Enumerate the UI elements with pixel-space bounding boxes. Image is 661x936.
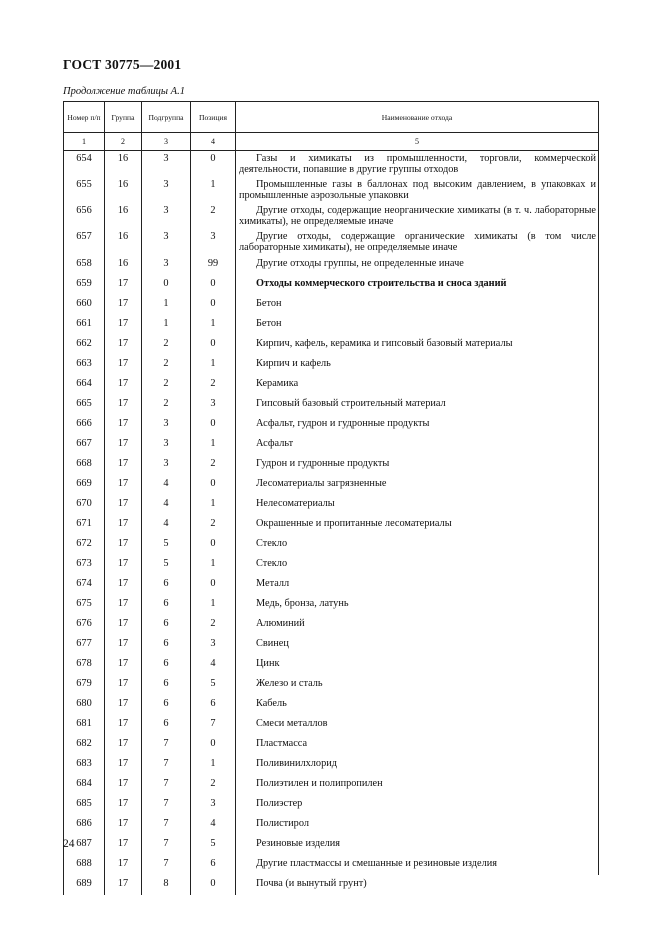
cell-subgroup: 7 bbox=[142, 795, 191, 815]
cell-number: 678 bbox=[64, 655, 105, 675]
table-row bbox=[64, 755, 599, 775]
cell-number: 683 bbox=[64, 755, 105, 775]
table-row bbox=[64, 715, 599, 735]
table-header-row bbox=[64, 102, 599, 133]
cell-position: 0 bbox=[191, 875, 236, 895]
table-row bbox=[64, 795, 599, 815]
cell-subgroup: 6 bbox=[142, 655, 191, 675]
cell-position: 1 bbox=[191, 435, 236, 455]
table-row bbox=[64, 335, 599, 355]
cell-group: 16 bbox=[105, 177, 142, 203]
cell-subgroup: 6 bbox=[142, 695, 191, 715]
cell-position: 0 bbox=[191, 335, 236, 355]
cell-number: 685 bbox=[64, 795, 105, 815]
cell-subgroup: 1 bbox=[142, 295, 191, 315]
column-header-group: Группа bbox=[105, 102, 142, 133]
cell-number: 659 bbox=[64, 275, 105, 295]
cell-group: 17 bbox=[105, 495, 142, 515]
column-number: 4 bbox=[191, 133, 236, 151]
cell-waste-name: Бетон bbox=[236, 315, 599, 335]
cell-waste-name: Резиновые изделия bbox=[236, 835, 599, 855]
cell-group: 16 bbox=[105, 151, 142, 178]
cell-group: 17 bbox=[105, 715, 142, 735]
cell-group: 17 bbox=[105, 295, 142, 315]
cell-number: 684 bbox=[64, 775, 105, 795]
cell-subgroup: 7 bbox=[142, 755, 191, 775]
cell-number: 673 bbox=[64, 555, 105, 575]
cell-subgroup: 3 bbox=[142, 151, 191, 178]
cell-waste-name: Полиэтилен и полипропилен bbox=[236, 775, 599, 795]
cell-subgroup: 7 bbox=[142, 735, 191, 755]
cell-position: 1 bbox=[191, 355, 236, 375]
table-row bbox=[64, 375, 599, 395]
cell-subgroup: 6 bbox=[142, 675, 191, 695]
cell-waste-name: Полистирол bbox=[236, 815, 599, 835]
cell-group: 16 bbox=[105, 255, 142, 275]
table-row bbox=[64, 575, 599, 595]
table-row bbox=[64, 395, 599, 415]
cell-group: 17 bbox=[105, 815, 142, 835]
cell-group: 17 bbox=[105, 395, 142, 415]
cell-position: 5 bbox=[191, 675, 236, 695]
cell-subgroup: 3 bbox=[142, 229, 191, 255]
cell-position: 0 bbox=[191, 415, 236, 435]
cell-waste-name: Кабель bbox=[236, 695, 599, 715]
column-header-subgroup: Подгруппа bbox=[142, 102, 191, 133]
cell-subgroup: 0 bbox=[142, 275, 191, 295]
page-number: 24 bbox=[63, 838, 75, 850]
cell-subgroup: 7 bbox=[142, 835, 191, 855]
cell-waste-name: Свинец bbox=[236, 635, 599, 655]
cell-waste-name: Отходы коммерческого строительства и сноса зданий bbox=[236, 275, 599, 295]
column-number: 5 bbox=[236, 133, 599, 151]
cell-number: 654 bbox=[64, 151, 105, 178]
cell-group: 17 bbox=[105, 475, 142, 495]
cell-subgroup: 2 bbox=[142, 375, 191, 395]
cell-number: 675 bbox=[64, 595, 105, 615]
table-row bbox=[64, 775, 599, 795]
cell-group: 17 bbox=[105, 795, 142, 815]
table-row bbox=[64, 495, 599, 515]
cell-position: 6 bbox=[191, 695, 236, 715]
cell-number: 661 bbox=[64, 315, 105, 335]
cell-waste-name: Окрашенные и пропитанные лесоматериалы bbox=[236, 515, 599, 535]
table-row bbox=[64, 177, 599, 203]
cell-waste-name: Медь, бронза, латунь bbox=[236, 595, 599, 615]
cell-number: 669 bbox=[64, 475, 105, 495]
cell-number: 668 bbox=[64, 455, 105, 475]
cell-waste-name: Асфальт bbox=[236, 435, 599, 455]
table-row bbox=[64, 255, 599, 275]
cell-subgroup: 6 bbox=[142, 635, 191, 655]
cell-subgroup: 4 bbox=[142, 515, 191, 535]
cell-waste-name: Цинк bbox=[236, 655, 599, 675]
document-title: ГОСТ 30775—2001 bbox=[63, 57, 182, 72]
cell-subgroup: 3 bbox=[142, 255, 191, 275]
cell-group: 17 bbox=[105, 435, 142, 455]
cell-group: 17 bbox=[105, 695, 142, 715]
cell-position: 1 bbox=[191, 495, 236, 515]
cell-number: 671 bbox=[64, 515, 105, 535]
cell-group: 17 bbox=[105, 775, 142, 795]
cell-position: 1 bbox=[191, 555, 236, 575]
cell-waste-name: Асфальт, гудрон и гудронные продукты bbox=[236, 415, 599, 435]
cell-subgroup: 2 bbox=[142, 355, 191, 375]
cell-subgroup: 4 bbox=[142, 475, 191, 495]
cell-position: 0 bbox=[191, 295, 236, 315]
cell-number: 688 bbox=[64, 855, 105, 875]
cell-waste-name: Пластмасса bbox=[236, 735, 599, 755]
cell-waste-name: Полиэстер bbox=[236, 795, 599, 815]
table-row bbox=[64, 595, 599, 615]
waste-classification-table bbox=[63, 101, 599, 895]
cell-position: 1 bbox=[191, 755, 236, 775]
cell-subgroup: 6 bbox=[142, 615, 191, 635]
cell-group: 17 bbox=[105, 615, 142, 635]
cell-subgroup: 4 bbox=[142, 495, 191, 515]
cell-group: 17 bbox=[105, 335, 142, 355]
cell-position: 0 bbox=[191, 735, 236, 755]
column-header-position: Позиция bbox=[191, 102, 236, 133]
cell-waste-name: Кирпич, кафель, керамика и гипсовый базовый материалы bbox=[236, 335, 599, 355]
cell-waste-name: Другие пластмассы и смешанные и резиновые изделия bbox=[236, 855, 599, 875]
cell-waste-name: Алюминий bbox=[236, 615, 599, 635]
cell-number: 664 bbox=[64, 375, 105, 395]
cell-waste-name: Другие отходы, содержащие органические химикаты (в том числе лабораторные химикаты), не определяемые иначе bbox=[236, 229, 599, 255]
cell-position: 2 bbox=[191, 375, 236, 395]
cell-position: 99 bbox=[191, 255, 236, 275]
cell-position: 3 bbox=[191, 229, 236, 255]
cell-position: 2 bbox=[191, 515, 236, 535]
cell-subgroup: 6 bbox=[142, 715, 191, 735]
table-row bbox=[64, 515, 599, 535]
table-row bbox=[64, 735, 599, 755]
cell-number: 663 bbox=[64, 355, 105, 375]
cell-subgroup: 3 bbox=[142, 455, 191, 475]
cell-group: 17 bbox=[105, 415, 142, 435]
column-number: 3 bbox=[142, 133, 191, 151]
cell-subgroup: 3 bbox=[142, 177, 191, 203]
cell-group: 17 bbox=[105, 455, 142, 475]
cell-number: 687 bbox=[64, 835, 105, 855]
cell-waste-name: Газы и химикаты из промышленности, торговли, коммерческой деятельности, попавшие в другие группы отходов bbox=[236, 151, 599, 178]
cell-number: 677 bbox=[64, 635, 105, 655]
cell-group: 17 bbox=[105, 515, 142, 535]
cell-subgroup: 5 bbox=[142, 555, 191, 575]
table-row bbox=[64, 635, 599, 655]
table-row bbox=[64, 815, 599, 835]
cell-group: 17 bbox=[105, 535, 142, 555]
cell-waste-name: Почва (и вынутый грунт) bbox=[236, 875, 599, 895]
cell-group: 17 bbox=[105, 835, 142, 855]
table-row bbox=[64, 835, 599, 855]
cell-number: 658 bbox=[64, 255, 105, 275]
cell-number: 670 bbox=[64, 495, 105, 515]
cell-position: 7 bbox=[191, 715, 236, 735]
cell-position: 3 bbox=[191, 635, 236, 655]
cell-waste-name: Другие отходы, содержащие неорганические химикаты (в т. ч. лабораторные химикаты), не определяемые иначе bbox=[236, 203, 599, 229]
cell-subgroup: 5 bbox=[142, 535, 191, 555]
cell-waste-name: Гипсовый базовый строительный материал bbox=[236, 395, 599, 415]
column-header-number: Номер п/п bbox=[64, 102, 105, 133]
cell-number: 686 bbox=[64, 815, 105, 835]
table-row bbox=[64, 435, 599, 455]
table-row bbox=[64, 275, 599, 295]
cell-group: 17 bbox=[105, 855, 142, 875]
column-number-row bbox=[64, 133, 599, 151]
cell-group: 17 bbox=[105, 555, 142, 575]
table-row bbox=[64, 875, 599, 895]
cell-number: 674 bbox=[64, 575, 105, 595]
cell-waste-name: Другие отходы группы, не определенные иначе bbox=[236, 255, 599, 275]
cell-position: 1 bbox=[191, 315, 236, 335]
cell-number: 660 bbox=[64, 295, 105, 315]
cell-subgroup: 3 bbox=[142, 415, 191, 435]
cell-waste-name: Кирпич и кафель bbox=[236, 355, 599, 375]
table-row bbox=[64, 415, 599, 435]
cell-waste-name: Промышленные газы в баллонах под высоким давлением, в упаковках и промышленные аэрозольные упаковки bbox=[236, 177, 599, 203]
cell-subgroup: 8 bbox=[142, 875, 191, 895]
cell-group: 17 bbox=[105, 275, 142, 295]
cell-number: 676 bbox=[64, 615, 105, 635]
cell-subgroup: 3 bbox=[142, 203, 191, 229]
table-body bbox=[64, 151, 599, 896]
table-row bbox=[64, 151, 599, 178]
table-row bbox=[64, 555, 599, 575]
cell-subgroup: 7 bbox=[142, 855, 191, 875]
cell-waste-name: Лесоматериалы загрязненные bbox=[236, 475, 599, 495]
cell-position: 0 bbox=[191, 575, 236, 595]
cell-waste-name: Нелесоматериалы bbox=[236, 495, 599, 515]
cell-position: 2 bbox=[191, 615, 236, 635]
cell-subgroup: 6 bbox=[142, 595, 191, 615]
cell-number: 689 bbox=[64, 875, 105, 895]
table-continuation-caption: Продолжение таблицы А.1 bbox=[63, 86, 185, 97]
cell-group: 17 bbox=[105, 595, 142, 615]
cell-group: 17 bbox=[105, 575, 142, 595]
cell-subgroup: 6 bbox=[142, 575, 191, 595]
column-header-waste-name: Наименование отхода bbox=[236, 102, 599, 133]
cell-group: 17 bbox=[105, 655, 142, 675]
table-row bbox=[64, 315, 599, 335]
column-number: 2 bbox=[105, 133, 142, 151]
cell-number: 655 bbox=[64, 177, 105, 203]
cell-number: 680 bbox=[64, 695, 105, 715]
table-row bbox=[64, 295, 599, 315]
cell-subgroup: 1 bbox=[142, 315, 191, 335]
cell-position: 0 bbox=[191, 275, 236, 295]
cell-number: 657 bbox=[64, 229, 105, 255]
cell-subgroup: 7 bbox=[142, 815, 191, 835]
cell-number: 662 bbox=[64, 335, 105, 355]
cell-position: 4 bbox=[191, 815, 236, 835]
cell-position: 3 bbox=[191, 795, 236, 815]
cell-position: 3 bbox=[191, 395, 236, 415]
cell-number: 682 bbox=[64, 735, 105, 755]
cell-position: 0 bbox=[191, 535, 236, 555]
table-row bbox=[64, 455, 599, 475]
column-number: 1 bbox=[64, 133, 105, 151]
cell-number: 667 bbox=[64, 435, 105, 455]
cell-subgroup: 2 bbox=[142, 335, 191, 355]
cell-waste-name: Железо и сталь bbox=[236, 675, 599, 695]
cell-position: 1 bbox=[191, 177, 236, 203]
cell-position: 0 bbox=[191, 475, 236, 495]
cell-group: 17 bbox=[105, 355, 142, 375]
cell-position: 0 bbox=[191, 151, 236, 178]
cell-group: 17 bbox=[105, 755, 142, 775]
cell-position: 4 bbox=[191, 655, 236, 675]
cell-position: 2 bbox=[191, 775, 236, 795]
table-row bbox=[64, 535, 599, 555]
cell-group: 16 bbox=[105, 229, 142, 255]
cell-number: 681 bbox=[64, 715, 105, 735]
cell-group: 17 bbox=[105, 875, 142, 895]
table-row bbox=[64, 855, 599, 875]
table-row bbox=[64, 203, 599, 229]
table-row bbox=[64, 355, 599, 375]
cell-waste-name: Поливинилхлорид bbox=[236, 755, 599, 775]
cell-group: 17 bbox=[105, 375, 142, 395]
cell-group: 17 bbox=[105, 315, 142, 335]
cell-waste-name: Стекло bbox=[236, 555, 599, 575]
cell-waste-name: Керамика bbox=[236, 375, 599, 395]
table-row bbox=[64, 475, 599, 495]
cell-group: 17 bbox=[105, 635, 142, 655]
table-row bbox=[64, 615, 599, 635]
cell-position: 1 bbox=[191, 595, 236, 615]
cell-position: 2 bbox=[191, 203, 236, 229]
cell-waste-name: Стекло bbox=[236, 535, 599, 555]
cell-group: 16 bbox=[105, 203, 142, 229]
cell-waste-name: Гудрон и гудронные продукты bbox=[236, 455, 599, 475]
cell-position: 5 bbox=[191, 835, 236, 855]
cell-waste-name: Бетон bbox=[236, 295, 599, 315]
table-row bbox=[64, 229, 599, 255]
table-row bbox=[64, 675, 599, 695]
cell-number: 656 bbox=[64, 203, 105, 229]
cell-number: 679 bbox=[64, 675, 105, 695]
cell-group: 17 bbox=[105, 735, 142, 755]
cell-number: 672 bbox=[64, 535, 105, 555]
cell-waste-name: Металл bbox=[236, 575, 599, 595]
table-row bbox=[64, 655, 599, 675]
cell-waste-name: Смеси металлов bbox=[236, 715, 599, 735]
cell-group: 17 bbox=[105, 675, 142, 695]
cell-position: 6 bbox=[191, 855, 236, 875]
cell-subgroup: 3 bbox=[142, 435, 191, 455]
table-row bbox=[64, 695, 599, 715]
cell-number: 665 bbox=[64, 395, 105, 415]
cell-subgroup: 7 bbox=[142, 775, 191, 795]
cell-position: 2 bbox=[191, 455, 236, 475]
cell-number: 666 bbox=[64, 415, 105, 435]
cell-subgroup: 2 bbox=[142, 395, 191, 415]
